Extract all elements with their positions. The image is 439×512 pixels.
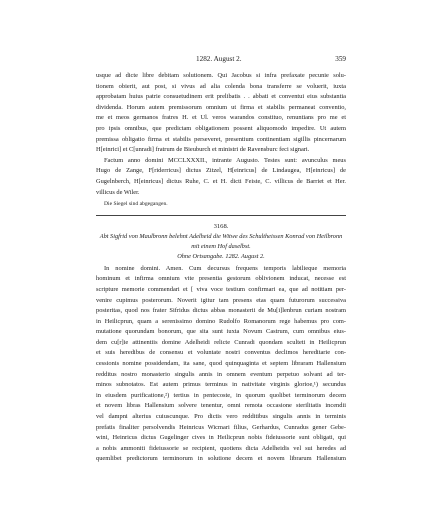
document-title-line: Abt Sigfrid von Maulbronn belehnt Adelheid die Witwe des Schultheissen Konrad von Heilbronn (99, 233, 343, 241)
text-line: venire cupimus posterorum. Noverit igitur tam presens etas quam futurorum successiva (96, 296, 346, 304)
text-line: et suis heredibus de consensu et voluntate nostri conventus declimos hereditarie con- (96, 349, 346, 357)
text-line: cessionis nomine possidendam, ita sane, quod quinquaginta et septem libraram Hallensium (96, 360, 346, 368)
text-line: vel dampni alterius cuiuscunque. Pro dictis vero redditibus singulis annis in terminis (96, 413, 346, 421)
text-line: in eiusdem purificatione,²) tertius in pentecoste, in quorum quolibet terminorum decem (96, 391, 346, 399)
text-line: In nomine domini. Amen. Cum decursus frequens temporis labilieque memoria (104, 264, 346, 272)
seal-note: Die Siegel sind abgegangen. (104, 201, 168, 208)
text-line: hominum et infirma omnium vite presentia gestorum oblivionem inducat, necesse est (96, 275, 346, 283)
running-header (96, 55, 346, 67)
text-line: Gugelnberch, H[einricus] dictus Ruhe, C. et H. dicti Feiste, C. villicus de Barriet et Her. (96, 177, 346, 185)
document-title-line: mit einem Hof daselbst. (191, 242, 251, 250)
charter-text (96, 264, 346, 465)
text-line: wini, Heinricus dictus Gugelinger cives in Heilicprun nobis fideiussorie sunt obligati, qui (96, 434, 346, 442)
page-number: 359 (335, 55, 346, 63)
section-divider (96, 215, 346, 216)
charter-continuation (96, 71, 346, 198)
text-line: redditus nostro monasterio singulis annis in omnem eventum perpetuo solvant ad ter- (96, 370, 346, 378)
text-line: approbatam huius patrie consuetudinem erit prelibatis . . abbati et conventui eius substantia (96, 93, 346, 101)
text-line: dem cu[r]ie attinentiis domine Adelheidi relicte Cunradi quondam sculteti in Heilicprun (96, 338, 346, 346)
text-line: pro ipsis omnibus, que predictam obligationem possent aliquomodo impedire. Ut autem (96, 124, 346, 132)
text-line: prefatis finaliter persolvendis Heinricus Wicmari filius, Gerhardus, Cunradus gener Gebe- (96, 423, 346, 431)
document-body (96, 71, 346, 465)
text-line: Factum anno domini MCCLXXXII., intrante Augusto. Testes sunt: avunculus meus (104, 156, 346, 164)
text-line: minos subnotatos. Est autem primus terminus in nativitate virginis glorioe,¹) secundus (96, 381, 346, 389)
text-line: mutatione quorundam bonorum, que sita sunt iuxta Novum Castrum, cum omnibus eius- (96, 328, 346, 336)
text-line: posteritas, quod nos frater Sifridus dictus abbas monasterii de Mu[i]lenbrun curiam nostram (96, 307, 346, 315)
text-line: Hugo de Zange, F[riderricus] dictus Zitzel, H[einricus] de Lindaugea, H[einricus] de (96, 167, 346, 175)
text-line: tionem obierit, aut post, si vivus ad alia colenda bona transferre se voluerit, iuxta (96, 82, 346, 90)
text-line: scripture memorie commendari et [ viva voce testium confirmari ea, que ad notitiam per- (96, 285, 346, 293)
text-line: usque ad dicte libre debitam solutionem. Qui Jacobus si infra prefaxate pecunie solu- (96, 72, 346, 79)
text-line: dividenda. Horum autem premissorum omnium ut firma et stabilis permaneat conventio, (96, 103, 346, 111)
document-number: 3168. (213, 223, 229, 231)
document-date-line: Ohne Ortsangabe. 1282. August 2. (177, 252, 265, 260)
text-line: quemlibet predictorum terminorum in solutione decem et novem librarum Hallensium (96, 455, 346, 463)
text-line: in Heilicprun, quam a serenissimo domino Rudolfo Romanorum rege habemus pro com- (96, 317, 346, 325)
text-line: me et meos germanos fratres H. et Ul. veros warandos constituo, renuntians pro me et (96, 114, 346, 122)
header-year-date: 1282. August 2. (196, 55, 242, 63)
text-line: a nobis ammoniti fideiussorie se recipient, quotiens dicta Adelheidis vel sui heredes ad (96, 444, 346, 452)
text-line: et novem libras Hallensium solvere tenentur, omni remota occasione sterilitatis incendii (96, 402, 346, 410)
text-line: villicus de Wiler. (96, 188, 140, 196)
text-line: H[einrici] et C[unradi] fratrum de Bieuburch et ministri de Ravensburc feci signari. (96, 146, 310, 154)
text-line: premissa obligatio firma et stabilis perseveret, presentium continentiam sigillis pincernarum (96, 135, 346, 143)
